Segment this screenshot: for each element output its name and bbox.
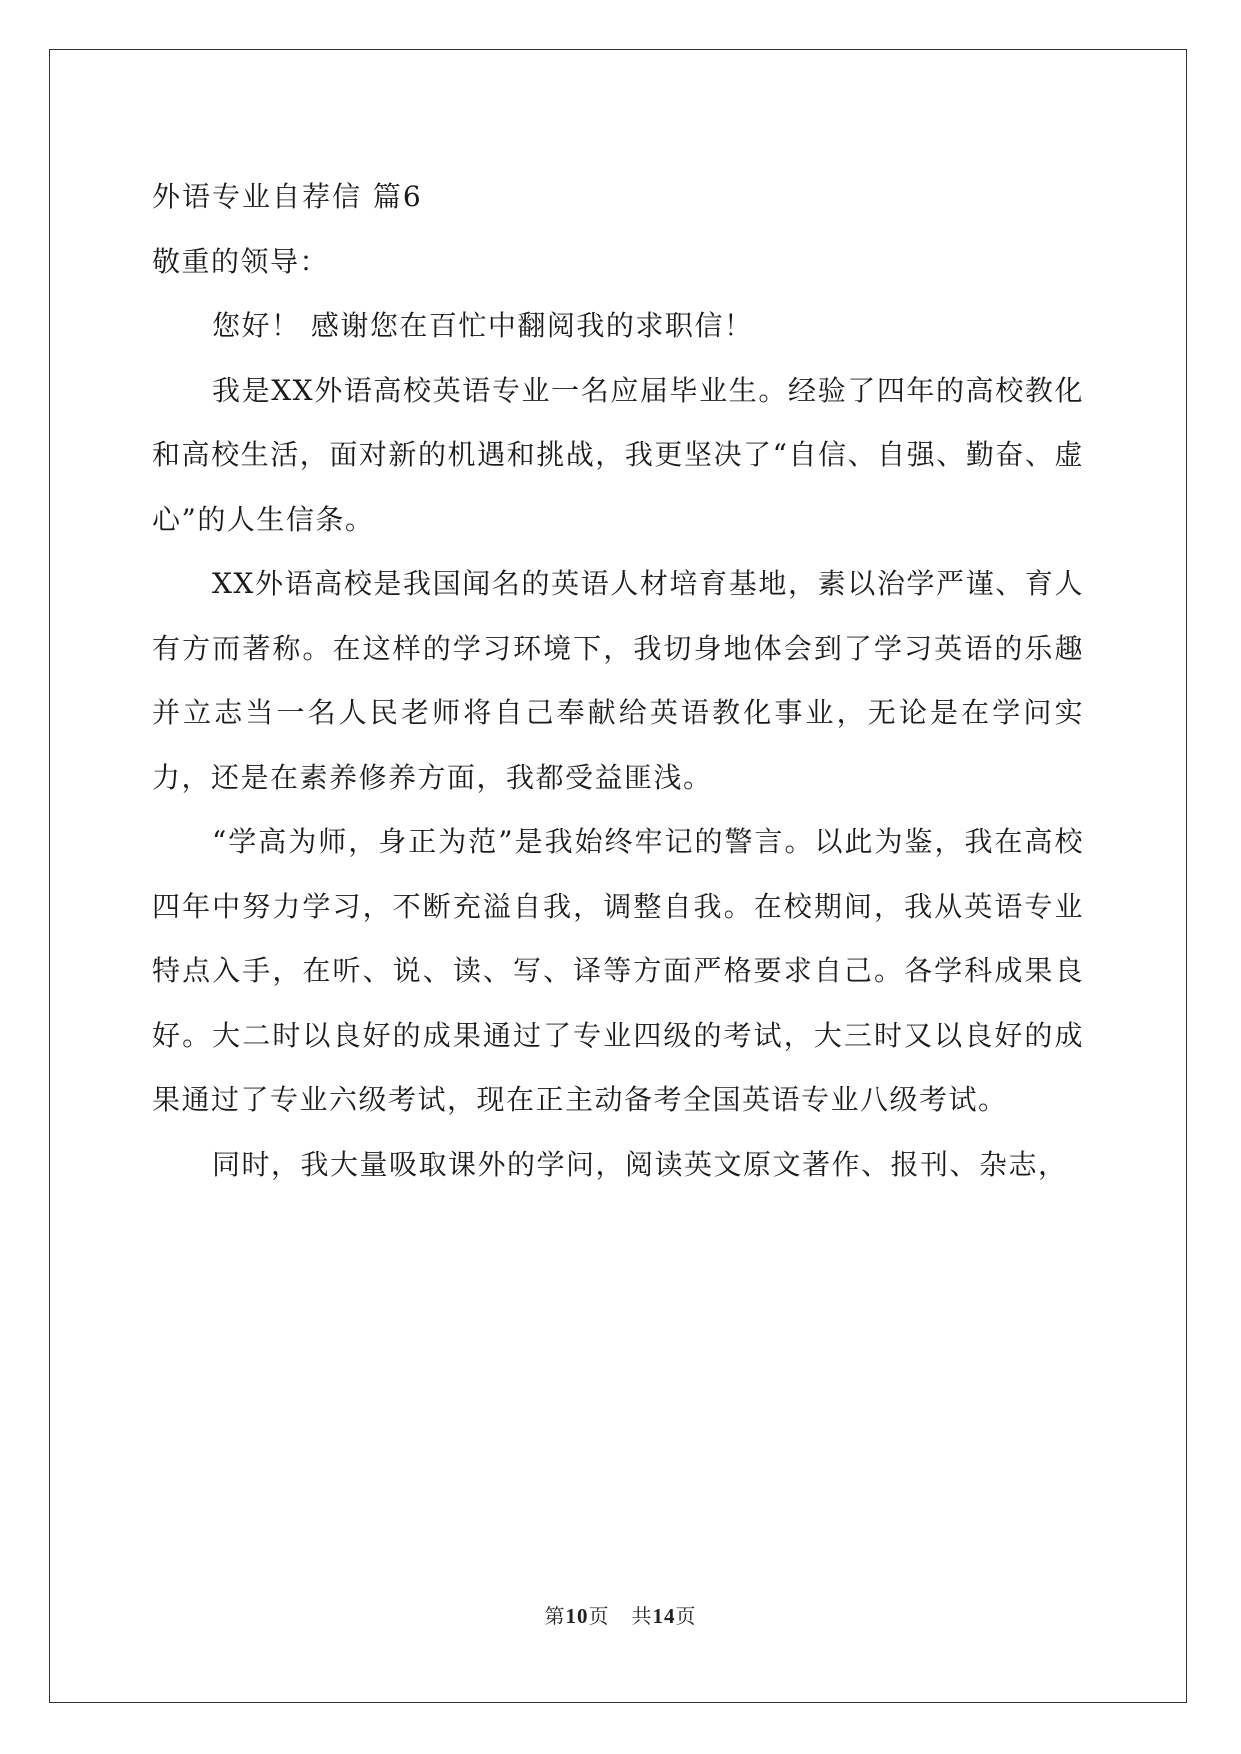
- total-unit: 页: [675, 1604, 697, 1628]
- page-total: 14: [652, 1604, 676, 1628]
- page-prefix: 第: [544, 1604, 566, 1628]
- total-prefix: 共: [631, 1604, 653, 1628]
- page-number-footer: [0, 1600, 1241, 1629]
- page-unit: 页: [588, 1604, 610, 1628]
- salutation: 敬重的领导：: [152, 244, 330, 278]
- page-current: 10: [565, 1604, 589, 1628]
- letter-body: [152, 165, 1084, 1197]
- paragraph-greeting: 您好！ 感谢您在百忙中翻阅我的求职信！: [212, 309, 754, 342]
- document-title: 外语专业自荐信 篇6: [152, 180, 423, 213]
- paragraph-study: “学高为师，身正为范”是我始终牢记的警言。以此为鉴，我在高校四年中努力学习，不断充溢自我，调整自我。在校期间，我从英语专业特点入手，在听、说、读、写、译等方面严格要求自己。各学科成果良好。大二时以良好的成果通过了专业四级的考试，大三时又以良好的成果通过了专业六级考试，现在正主动备考全国英语专业八级考试。: [152, 825, 1084, 1116]
- paragraph-introduction: 我是XX外语高校英语专业一名应届毕业生。经验了四年的高校教化和高校生活，面对新的机遇和挑战，我更坚决了“自信、自强、勤奋、虚心”的人生信条。: [152, 373, 1084, 536]
- paragraph-extracurricular: 同时，我大量吸取课外的学问，阅读英文原文著作、报刊、杂志，: [212, 1147, 1068, 1181]
- paragraph-university: XX外语高校是我国闻名的英语人材培育基地，素以治学严谨、育人有方而著称。在这样的学习环境下，我切身地体会到了学习英语的乐趣并立志当一名人民老师将自己奉献给英语教化事业，无论是在学问实力，还是在素养修养方面，我都受益匪浅。: [152, 567, 1084, 794]
